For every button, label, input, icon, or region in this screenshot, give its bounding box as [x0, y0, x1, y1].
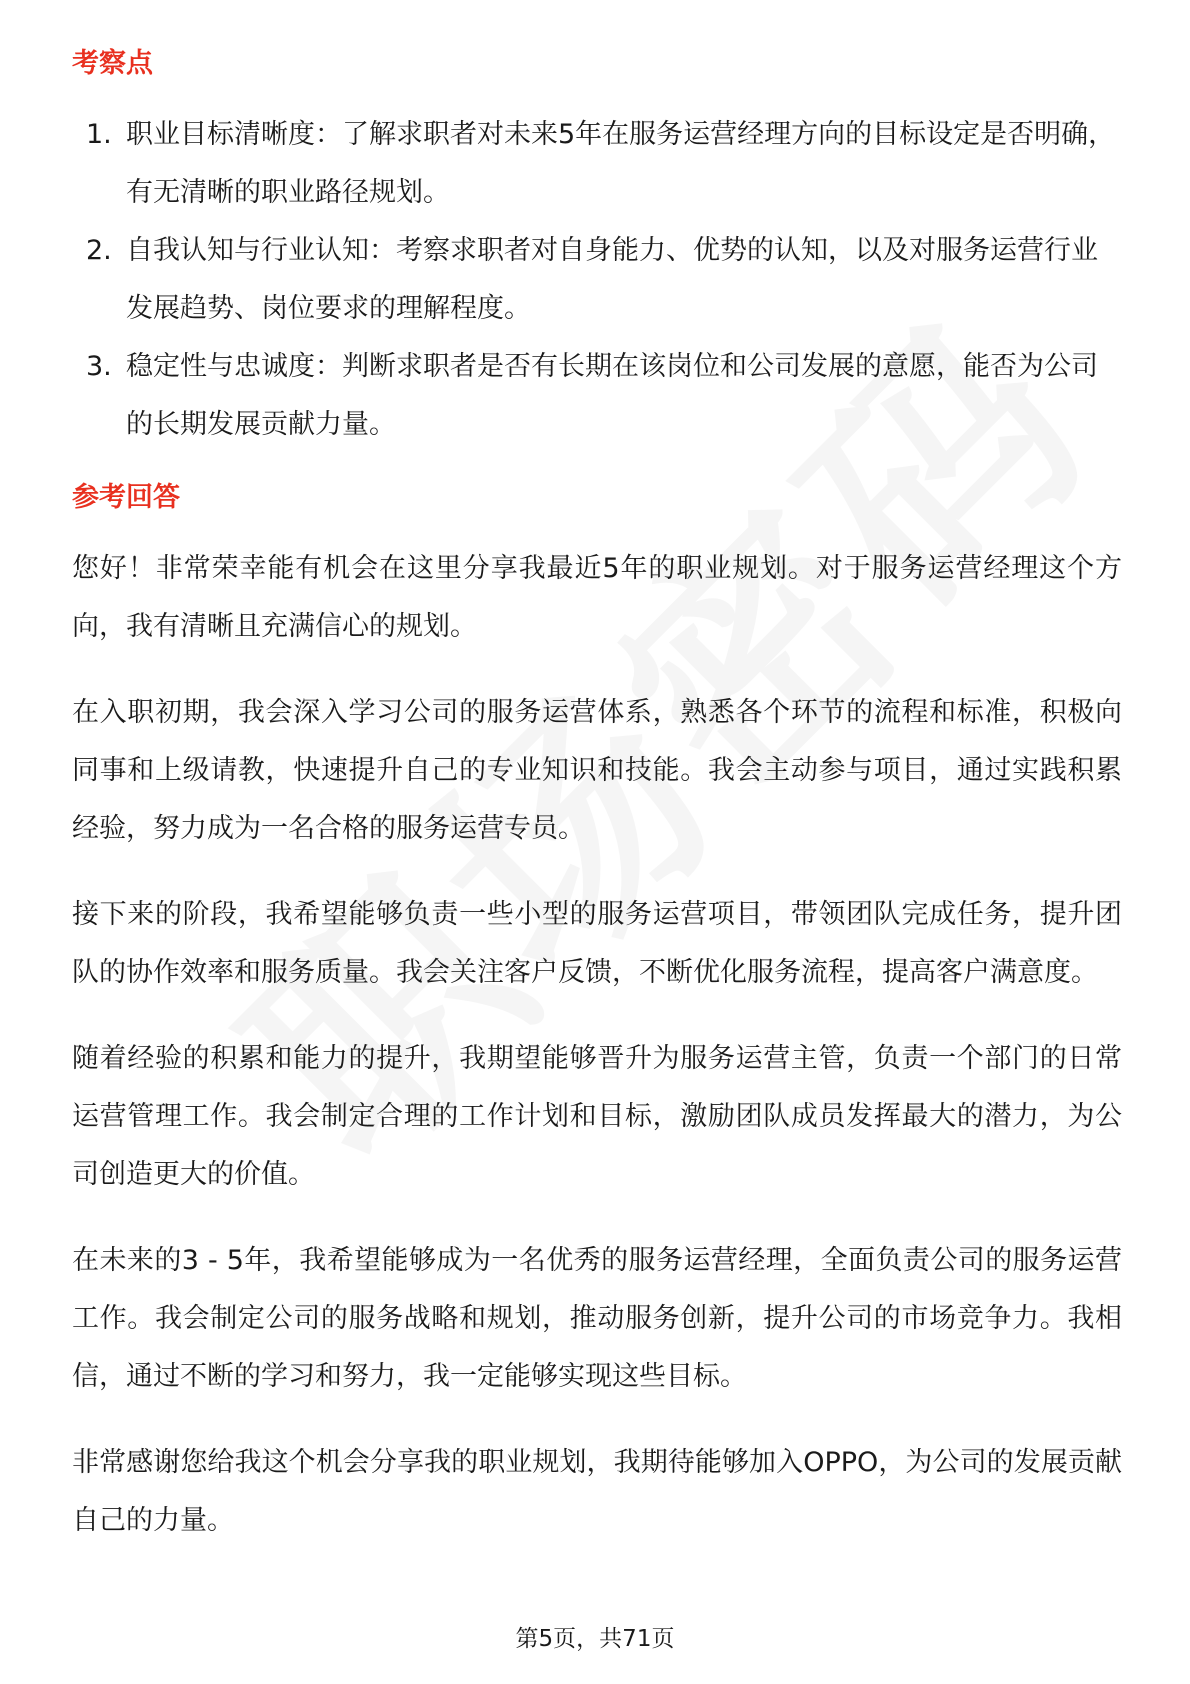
answer-paragraph: 在未来的3 - 5年，我希望能够成为一名优秀的服务运营经理，全面负责公司的服务运营工作。我会制定公司的服务战略和规划，推动服务创新，提升公司的市场竞争力。我相信，通过不断的学习和努力，我一定能够实现这些目标。 — [72, 1245, 1122, 1392]
section-title-reference-answer: 参考回答 — [72, 482, 180, 513]
answer-paragraph: 在入职初期，我会深入学习公司的服务运营体系，熟悉各个环节的流程和标准，积极向同事和上级请教，快速提升自己的专业知识和技能。我会主动参与项目，通过实践积累经验，努力成为一名合格的服务运营专员。 — [72, 697, 1122, 844]
answer-paragraph: 接下来的阶段，我希望能够负责一些小型的服务运营项目，带领团队完成任务，提升团队的协作效率和服务质量。我会关注客户反馈，不断优化服务流程，提高客户满意度。 — [72, 899, 1122, 988]
list-item-number: 2. — [86, 235, 112, 266]
list-item — [72, 106, 1122, 222]
page-number: 第5页，共71页 — [515, 1626, 675, 1652]
list-item-number: 1. — [86, 119, 112, 150]
section-title-exam-points: 考察点 — [72, 48, 153, 79]
list-item-text: 稳定性与忠诚度：判断求职者是否有长期在该岗位和公司发展的意愿，能否为公司的长期发展贡献力量。 — [126, 351, 1098, 440]
answer-paragraph: 非常感谢您给我这个机会分享我的职业规划，我期待能够加入OPPO，为公司的发展贡献自己的力量。 — [72, 1447, 1122, 1536]
answer-paragraph: 随着经验的积累和能力的提升，我期望能够晋升为服务运营主管，负责一个部门的日常运营管理工作。我会制定合理的工作计划和目标，激励团队成员发挥最大的潜力，为公司创造更大的价值。 — [72, 1043, 1122, 1190]
list-item-number: 3. — [86, 351, 112, 382]
content — [72, 42, 1122, 1578]
list-item-text: 职业目标清晰度：了解求职者对未来5年在服务运营经理方向的目标设定是否明确，有无清晰的职业路径规划。 — [126, 119, 1116, 208]
exam-points-list — [72, 106, 1122, 454]
answer-paragraph: 您好！非常荣幸能有机会在这里分享我最近5年的职业规划。对于服务运营经理这个方向，我有清晰且充满信心的规划。 — [72, 553, 1122, 642]
list-item — [72, 222, 1122, 338]
list-item — [72, 338, 1122, 454]
list-item-text: 自我认知与行业认知：考察求职者对自身能力、优势的认知，以及对服务运营行业发展趋势、岗位要求的理解程度。 — [126, 235, 1098, 324]
